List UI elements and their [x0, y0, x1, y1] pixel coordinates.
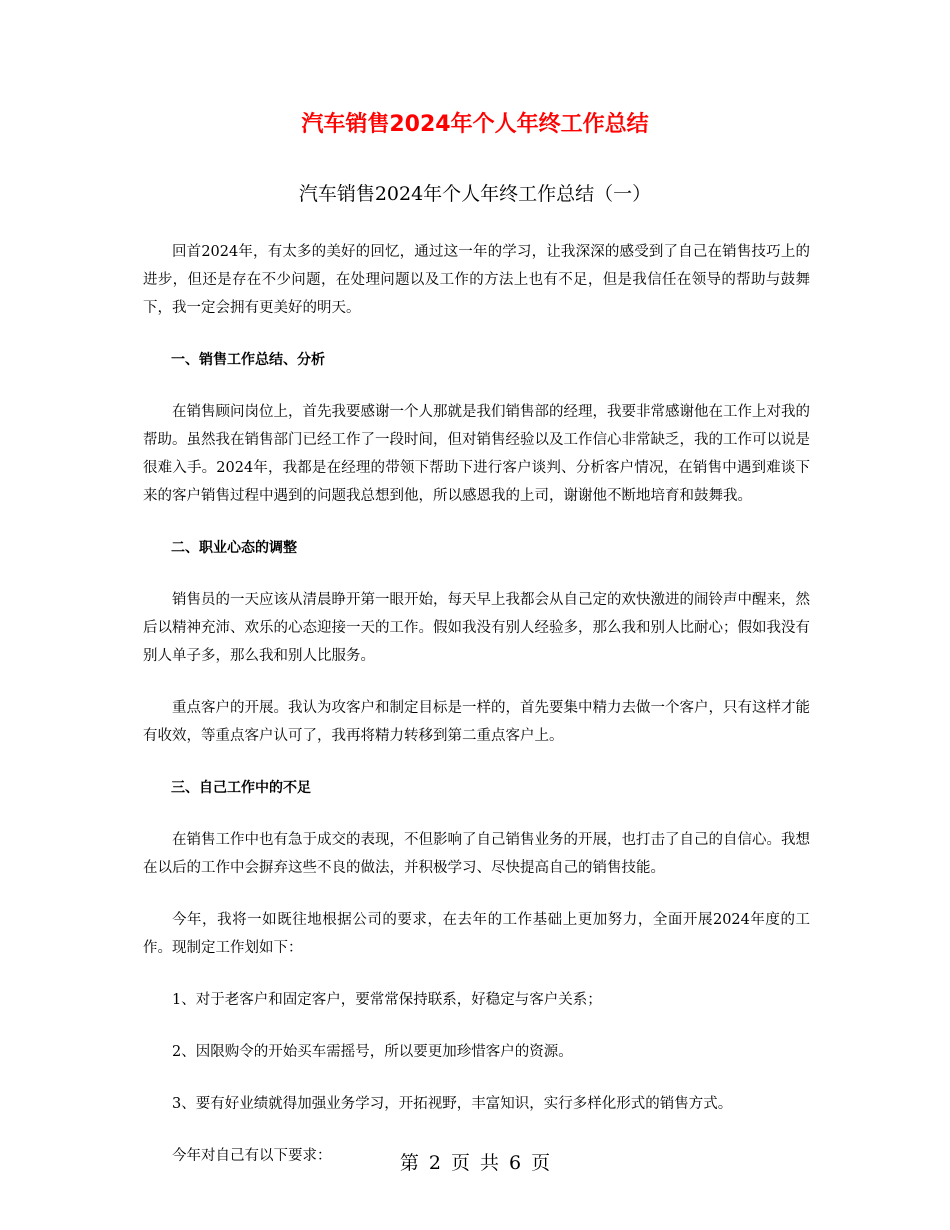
section-heading-shortcomings: 三、自己工作中的不足: [171, 780, 311, 796]
paragraph-requirements-intro: 今年对自己有以下要求：: [172, 1148, 332, 1164]
document-title: 汽车销售2024年个人年终工作总结: [301, 112, 649, 137]
plan-list-item: 3、要有好业绩就得加强业务学习，开拓视野，丰富知识，实行多样化形式的销售方式。: [172, 1096, 733, 1112]
paragraph-sales-summary: 在销售顾问岗位上，首先我要感谢一个人那就是我们销售部的经理，我要非常感谢他在工作上对我的帮助。虽然我在销售部门已经工作了一段时间，但对销售经验以及工作信心非常缺乏，我的工作可以说是很难入手。2024年，我都是在经理的带领下帮助下进行客户谈判、分析客户情况，在销售中遇到难谈下来的客户销售过程中遇到的问题我总想到他，所以感恩我的上司，谢谢他不断地培育和鼓舞我。: [143, 404, 810, 504]
document-body: [143, 238, 810, 1194]
plan-list-item: 1、对于老客户和固定客户，要常常保持联系，好稳定与客户关系；: [172, 992, 602, 1008]
paragraph-mindset: 销售员的一天应该从清晨睁开第一眼开始，每天早上我都会从自己定的欢快激进的闹铃声中醒来，然后以精神充沛、欢乐的心态迎接一天的工作。假如我没有别人经验多，那么我和别人比耐心；假如我没有别人单子多，那么我和别人比服务。: [143, 592, 810, 664]
document-subtitle: 汽车销售2024年个人年终工作总结（一）: [298, 183, 652, 205]
intro-paragraph: 回首2024年，有太多的美好的回忆，通过这一年的学习，让我深深的感受到了自己在销售技巧上的进步，但还是存在不少问题，在处理问题以及工作的方法上也有不足，但是我信任在领导的帮助与鼓舞下，我一定会拥有更美好的明天。: [143, 244, 810, 316]
page-number-footer: 第 2 页 共 6 页: [399, 1152, 551, 1174]
paragraph-key-clients: 重点客户的开展。我认为攻客户和制定目标是一样的，首先要集中精力去做一个客户，只有这样才能有收效，等重点客户认可了，我再将精力转移到第二重点客户上。: [143, 700, 810, 744]
paragraph-plan-intro: 今年，我将一如既往地根据公司的要求，在去年的工作基础上更加努力，全面开展2024年度的工作。现制定工作划如下：: [143, 912, 810, 956]
section-heading-sales-summary: 一、销售工作总结、分析: [171, 352, 325, 368]
plan-list-item: 2、因限购令的开始买车需摇号，所以要更加珍惜客户的资源。: [172, 1044, 573, 1060]
paragraph-shortcomings: 在销售工作中也有急于成交的表现，不但影响了自己销售业务的开展，也打击了自己的自信心。我想在以后的工作中会摒弃这些不良的做法，并积极学习、尽快提高自己的销售技能。: [143, 832, 810, 876]
section-heading-mindset: 二、职业心态的调整: [171, 540, 297, 556]
